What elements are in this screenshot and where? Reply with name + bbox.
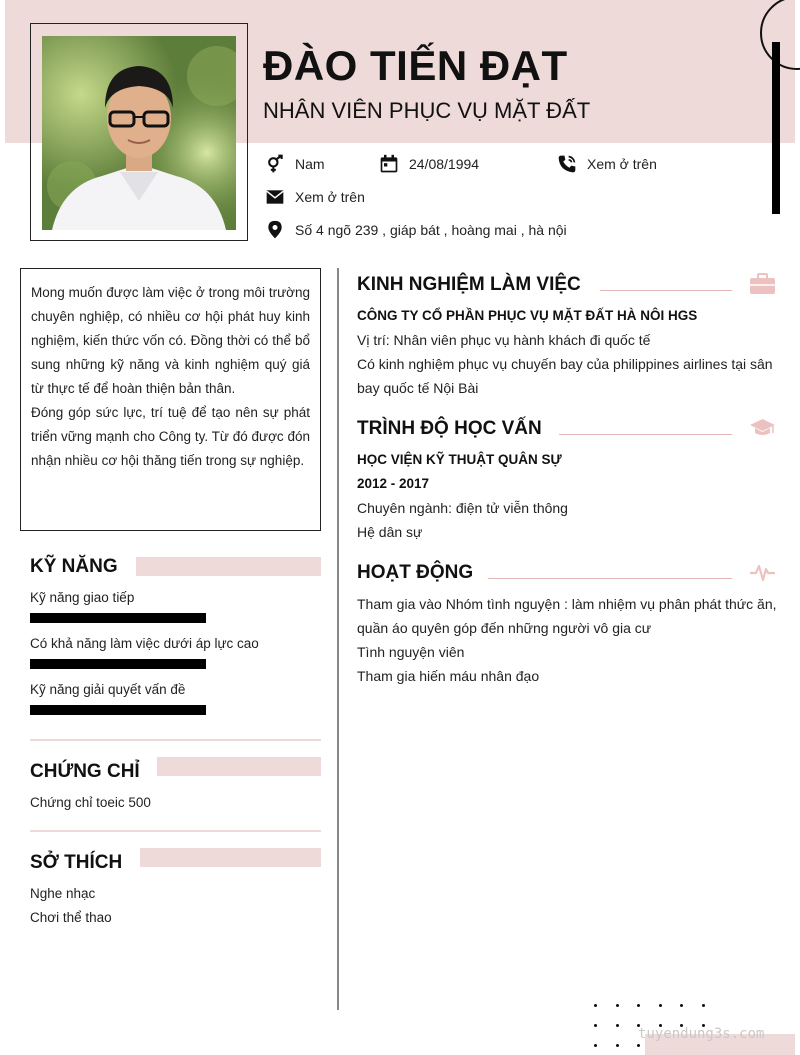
location-pin-icon <box>265 220 285 240</box>
activity-item: Tham gia vào Nhóm tình nguyện : làm nhiệm vụ phân phát thức ăn, quần áo quyên góp đến những người vô gia cư <box>357 596 777 636</box>
experience-title: KINH NGHIỆM LÀM VIỆC <box>357 274 581 295</box>
decorative-dot <box>616 1044 619 1047</box>
experience-title-line <box>600 290 732 291</box>
calendar-icon <box>379 154 399 174</box>
activities-title: HOẠT ĐỘNG <box>357 562 474 583</box>
hobbies-title-bar <box>140 848 321 867</box>
activities-title-line <box>488 578 732 579</box>
address-info <box>265 220 567 240</box>
job-title: NHÂN VIÊN PHỤC VỤ MẶT ĐẤT <box>263 98 591 123</box>
section-divider <box>30 739 321 741</box>
birthday-info <box>379 154 479 174</box>
candidate-name: ĐÀO TIẾN ĐẠT <box>263 42 568 89</box>
decorative-dot <box>637 1004 640 1007</box>
phone-info <box>557 154 657 174</box>
skills-title: KỸ NĂNG <box>30 556 118 577</box>
hobby-item: Chơi thể thao <box>30 910 112 925</box>
skill-level-bar <box>30 705 206 715</box>
career-objective <box>20 268 321 531</box>
phone-value: Xem ở trên <box>587 156 657 172</box>
job-position: Vị trí: Nhân viên phục vụ hành khách đi quốc tế <box>357 332 651 348</box>
skills-title-bar <box>136 557 321 576</box>
certificate-item: Chứng chỉ toeic 500 <box>30 795 151 810</box>
study-years: 2012 - 2017 <box>357 476 430 491</box>
section-divider <box>30 830 321 832</box>
phone-icon <box>557 154 577 174</box>
decorative-dot <box>680 1004 683 1007</box>
decorative-dot <box>616 1024 619 1027</box>
address-value: Số 4 ngõ 239 , giáp bát , hoàng mai , hà nội <box>295 222 567 238</box>
hobbies-title: SỞ THÍCH <box>30 852 123 873</box>
avatar <box>42 36 236 230</box>
objective-paragraph: Mong muốn được làm việc ở trong môi trường chuyên nghiệp, có nhiều cơ hội phát huy kinh nghiệm, kiến thức vốn có. Đồng thời có thể bổ sung những kỹ năng và kinh nghiệm quý giá từ thực tế để hoàn thiện bản thân. <box>31 285 310 396</box>
heartbeat-icon <box>749 563 776 583</box>
job-description: Có kinh nghiệm phục vụ chuyến bay của philippines airlines tại sân bay quốc tế Nội Bài <box>357 356 773 396</box>
hobby-item: Nghe nhạc <box>30 886 96 901</box>
decorative-dot <box>637 1044 640 1047</box>
education-title-line <box>559 434 732 435</box>
graduation-cap-icon <box>749 418 776 438</box>
skill-label: Kỹ năng giải quyết vấn đề <box>30 682 186 697</box>
activity-item: Tham gia hiến máu nhân đạo <box>357 668 540 684</box>
gender-icon <box>265 154 285 174</box>
decorative-dot <box>594 1004 597 1007</box>
certificates-title: CHỨNG CHỈ <box>30 761 140 782</box>
decorative-vertical-bar <box>772 42 780 214</box>
activity-item: Tình nguyện viên <box>357 644 465 660</box>
column-divider <box>337 268 339 1010</box>
decorative-dot <box>594 1024 597 1027</box>
skill-level-bar <box>30 613 206 623</box>
decorative-dot <box>702 1004 705 1007</box>
study-major: Chuyên ngành: điện tử viễn thông <box>357 500 568 516</box>
briefcase-icon <box>749 273 776 295</box>
objective-paragraph: Đóng góp sức lực, trí tuệ để tạo nên sự phát triển vững mạnh cho Công ty. Từ đó được đón nhận nhiều cơ hội thăng tiến trong sự nghiệp. <box>31 405 310 468</box>
watermark: tuyendung3s.com <box>638 1026 765 1042</box>
skill-label: Có khả năng làm việc dưới áp lực cao <box>30 636 259 651</box>
gender-value: Nam <box>295 156 325 172</box>
certificates-title-bar <box>157 757 321 776</box>
decorative-dot <box>659 1004 662 1007</box>
education-title: TRÌNH ĐỘ HỌC VẤN <box>357 418 542 439</box>
school-name: HỌC VIỆN KỸ THUẬT QUÂN SỰ <box>357 452 562 467</box>
gender-info <box>265 154 325 174</box>
study-system: Hệ dân sự <box>357 524 423 540</box>
email-info <box>265 187 365 207</box>
skill-label: Kỹ năng giao tiếp <box>30 590 135 605</box>
decorative-dot <box>594 1044 597 1047</box>
skill-level-bar <box>30 659 206 669</box>
decorative-dot <box>616 1004 619 1007</box>
email-value: Xem ở trên <box>295 189 365 205</box>
mail-icon <box>265 187 285 207</box>
company-name: CÔNG TY CỔ PHẦN PHỤC VỤ MẶT ĐẤT HÀ NÔI HGS <box>357 308 698 323</box>
birthday-value: 24/08/1994 <box>409 156 480 172</box>
